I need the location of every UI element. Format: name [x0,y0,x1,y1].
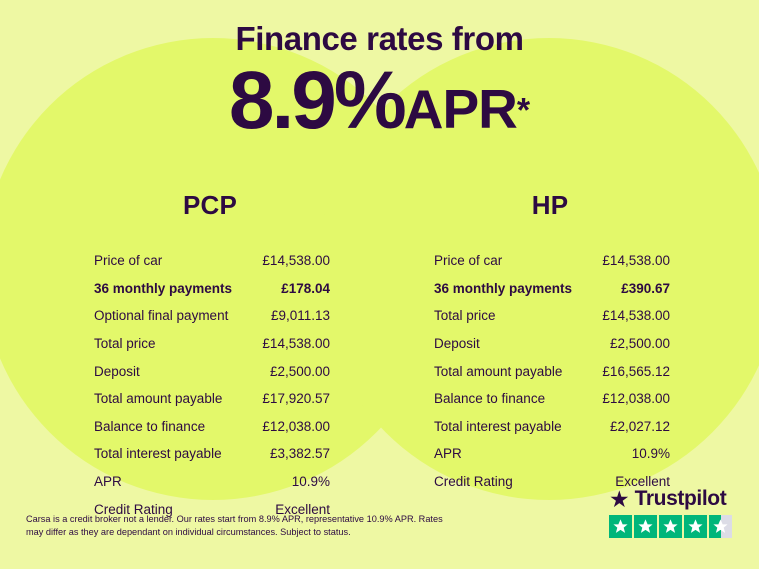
table-row [60,357,360,385]
trustpilot-stars [609,515,735,538]
table-row [400,385,700,413]
table-row [400,247,700,275]
table-row [400,275,700,303]
row-label: 36 monthly payments [94,280,233,296]
table-row [400,413,700,441]
row-label: Total interest payable [434,418,562,434]
hp-column-title: HP [531,190,569,220]
table-row [60,275,360,303]
page-title: Finance rates from [235,20,524,57]
row-label: Balance to finance [434,391,546,407]
row-value: £390.67 [621,280,670,296]
disclaimer-text: Carsa is a credit broker not a lender. Our rates start from 8.9% APR, representative 10.9% APR. Rates may differ as they are dependant on individual circumstances. Subject to status. [26,514,443,538]
rate-value: 8.9% [228,55,404,146]
table-row [60,302,360,330]
pcp-column [60,190,360,523]
trustpilot-wordmark: Trustpilot [634,487,727,510]
row-value: £14,538.00 [262,336,330,352]
row-value: 10.9% [631,446,670,462]
row-label: Price of car [94,253,163,269]
row-label: Optional final payment [94,308,229,324]
table-row [60,440,360,468]
star-icon [659,515,682,538]
row-value: £16,565.12 [602,363,670,379]
row-value: £14,538.00 [602,308,670,324]
row-value: 10.9% [291,474,330,490]
star-icon [609,515,632,538]
rate-asterisk: * [516,91,531,130]
row-value: £14,538.00 [602,253,670,269]
row-label: 36 monthly payments [434,280,573,296]
row-label: Balance to finance [94,418,206,434]
row-value: £9,011.13 [270,308,330,324]
table-row [60,330,360,358]
table-row [60,468,360,496]
table-row [400,440,700,468]
table-row [60,413,360,441]
row-label: Credit Rating [94,501,173,517]
trustpilot-star-icon: ★ [609,485,630,512]
row-value: £2,027.12 [609,418,670,434]
row-label: Total interest payable [94,446,222,462]
row-value: Excellent [275,501,330,517]
row-label: Deposit [94,363,140,379]
row-value: Excellent [615,474,670,490]
row-label: Total amount payable [434,363,563,379]
row-label: APR [94,474,122,490]
row-label: Total amount payable [94,391,223,407]
row-label: Total price [434,308,496,324]
table-row [400,330,700,358]
row-label: Deposit [434,336,480,352]
hp-column [400,190,700,495]
row-value: £12,038.00 [262,418,330,434]
row-label: Price of car [434,253,503,269]
headline-rate [0,55,759,146]
star-icon [684,515,707,538]
row-value: £2,500.00 [609,336,670,352]
row-label: APR [434,446,462,462]
table-row [400,302,700,330]
rate-unit: APR [403,78,517,140]
row-value: £2,500.00 [269,363,330,379]
pcp-column-title: PCP [182,190,238,220]
trustpilot-rating [609,487,735,538]
table-row [60,385,360,413]
row-label: Total price [94,336,156,352]
row-value: £3,382.57 [269,446,330,462]
star-icon [634,515,657,538]
row-value: £178.04 [281,280,330,296]
star-half-icon [709,515,732,538]
row-value: £17,920.57 [262,391,330,407]
row-value: £14,538.00 [262,253,330,269]
row-label: Credit Rating [434,474,513,490]
table-row [60,247,360,275]
table-row [400,357,700,385]
row-value: £12,038.00 [602,391,670,407]
